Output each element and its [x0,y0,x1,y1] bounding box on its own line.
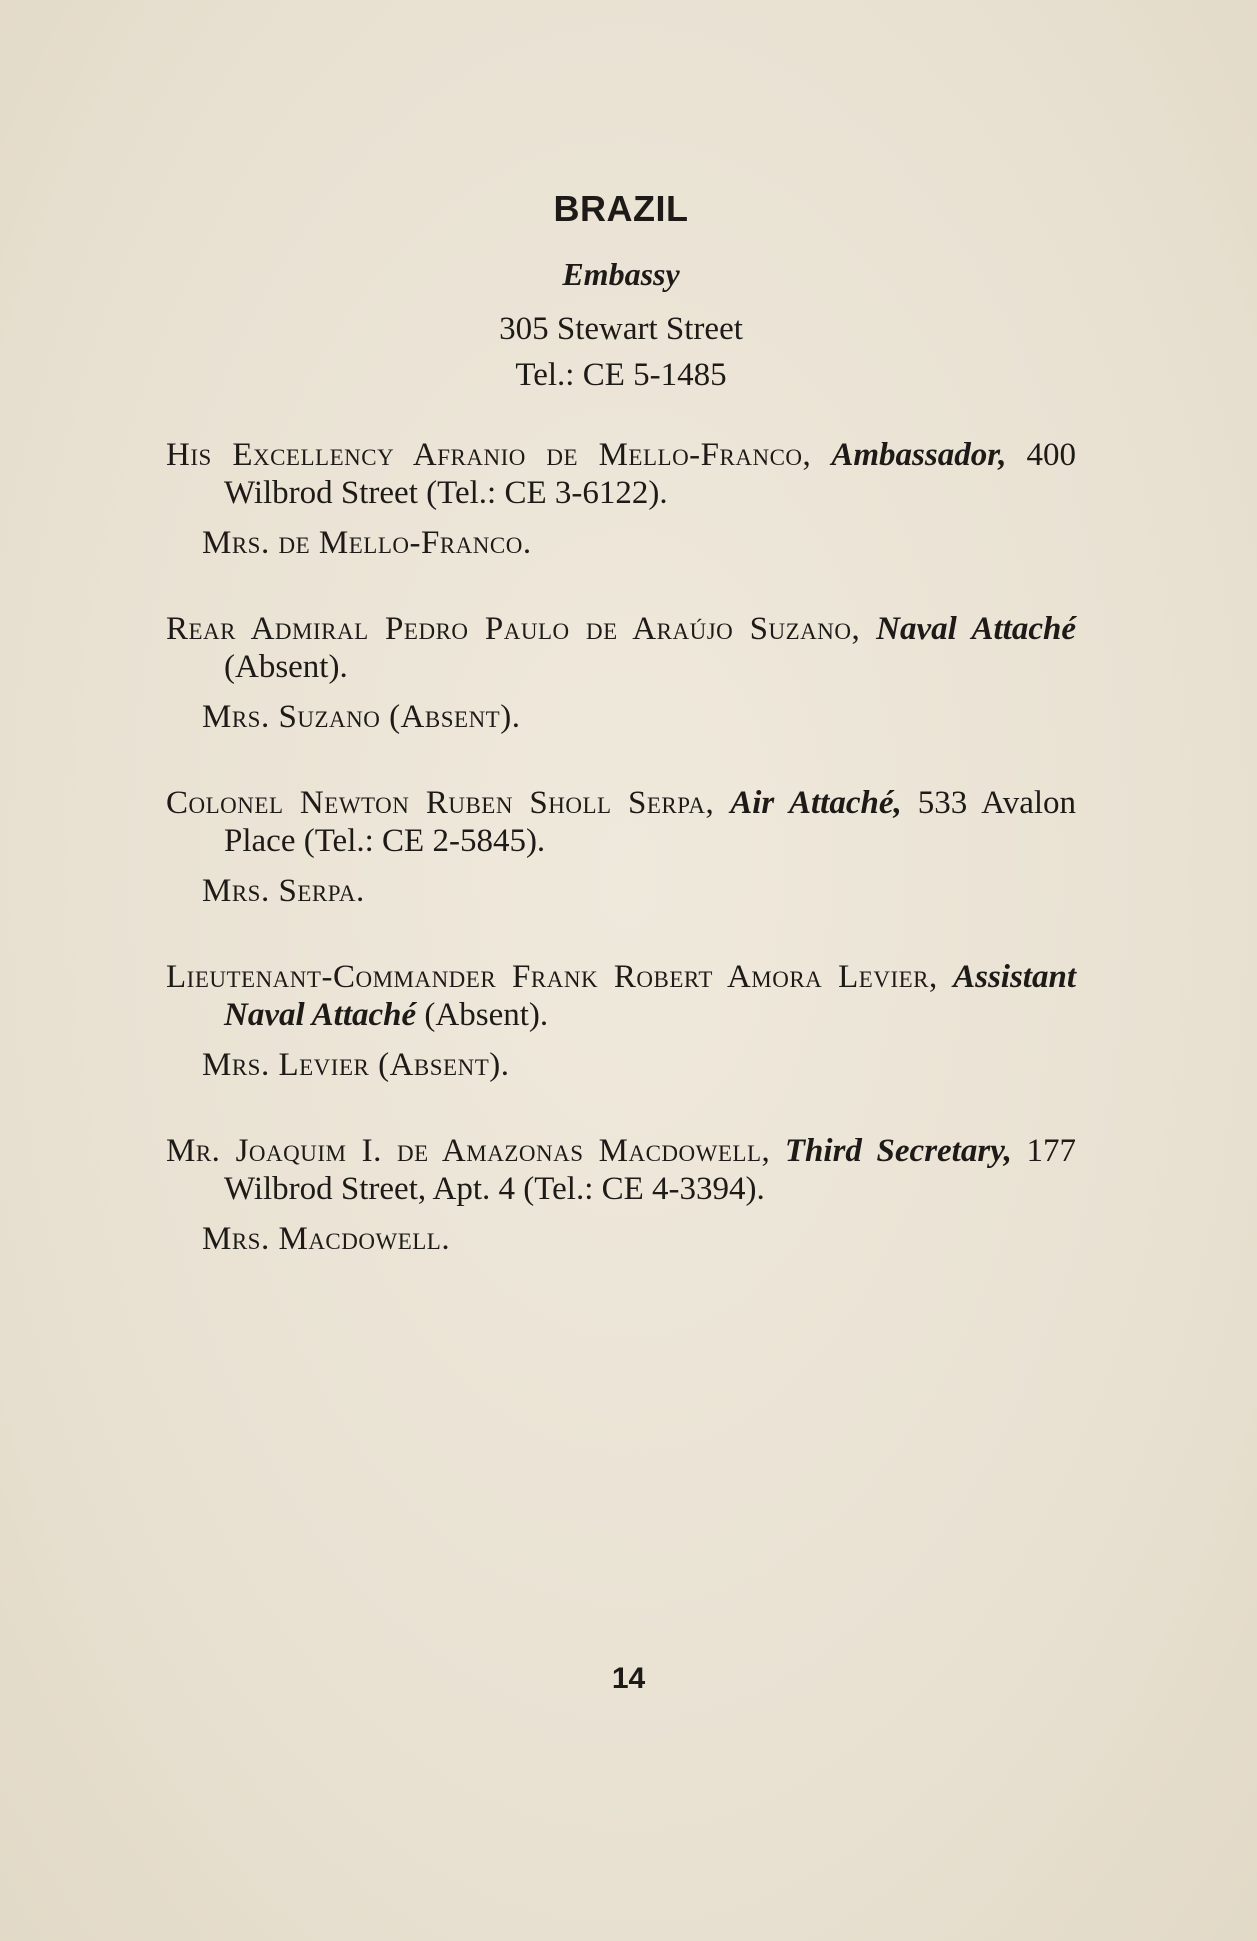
page-content [166,186,1076,1306]
staff-name: His Excellency Afranio de Mello-Franco, [166,437,812,473]
staff-entry-text [166,784,1076,860]
staff-title: Naval Attaché [876,611,1076,647]
staff-name: Mr. Joaquim I. de Amazonas Macdowell, [166,1133,771,1169]
staff-name: Lieutenant-Commander Frank Robert Amora Levier, [166,959,938,995]
staff-entry [166,958,1076,1084]
spouse-line: Mrs. Suzano (Absent). [202,699,521,735]
staff-entry [166,610,1076,736]
staff-entry [166,784,1076,910]
staff-details: (Absent). [424,997,549,1033]
staff-title: Ambassador, [831,437,1007,473]
spouse-line: Mrs. de Mello-Franco. [202,525,532,561]
staff-details: 177 Wilbrod Street, Apt. 4 (Tel.: CE 4-3394). [224,1133,1077,1207]
mission-type: Embassy [562,256,680,292]
spouse-line: Mrs. Macdowell. [202,1221,451,1257]
staff-entry-text [166,1132,1076,1208]
staff-entry [166,436,1076,562]
staff-title: Third Secretary, [784,1133,1012,1169]
mission-phone: Tel.: CE 5-1485 [515,357,727,393]
staff-details: 533 Avalon Place (Tel.: CE 2-5845). [224,785,1077,859]
staff-details: (Absent). [224,649,348,685]
staff-list [166,436,1076,1258]
spouse-line: Mrs. Levier (Absent). [202,1047,510,1083]
staff-entry [166,1132,1076,1258]
staff-details: 400 Wilbrod Street (Tel.: CE 3-6122). [224,437,1077,511]
staff-name: Rear Admiral Pedro Paulo de Araújo Suzano, [166,611,861,647]
country-heading: BRAZIL [553,188,689,229]
staff-entry-text [166,610,1076,686]
staff-entry-text [166,958,1076,1034]
staff-title: Air Attaché, [730,785,902,821]
page-number: 14 [611,1662,646,1695]
staff-entry-text [166,436,1076,512]
spouse-line: Mrs. Serpa. [202,873,365,909]
mission-address: 305 Stewart Street [499,311,743,347]
staff-name: Colonel Newton Ruben Sholl Serpa, [166,785,715,821]
staff-title: Assistant Naval Attaché [224,959,1076,1033]
